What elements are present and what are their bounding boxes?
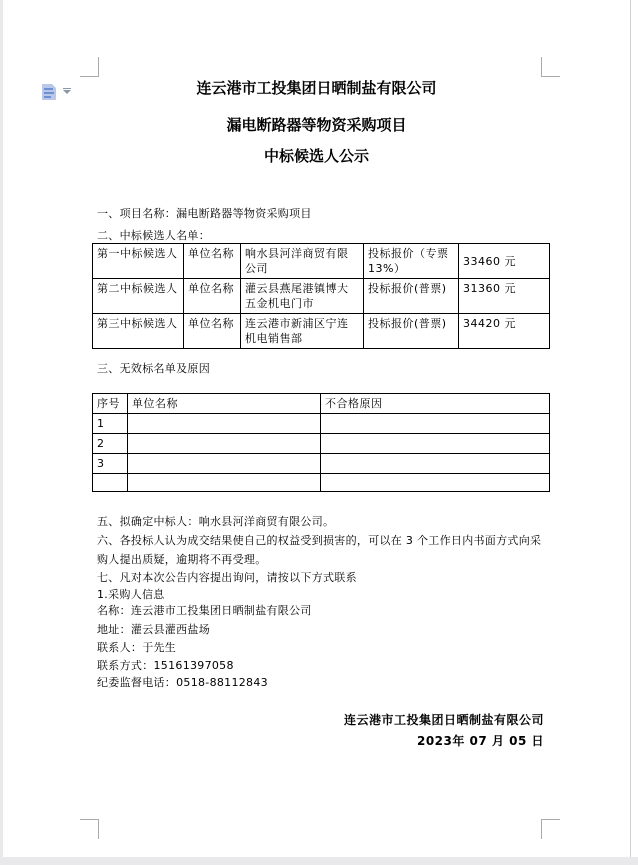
purchaser-name: 名称：连云港市工投集团日晒制盐有限公司: [97, 604, 312, 617]
header-no: 序号: [93, 394, 128, 414]
cell-unit-label: 单位名称: [184, 314, 241, 349]
chevron-down-icon: [63, 90, 71, 94]
chevron-down-icon: [63, 88, 71, 89]
purchaser-heading: 1.采购人信息: [97, 588, 165, 601]
cell-reason: [321, 434, 550, 454]
invalid-bids-table: [92, 393, 550, 492]
invalid-bids-row-1: [93, 414, 550, 434]
header-unit: 单位名称: [128, 394, 321, 414]
invalid-bids-row-3: [93, 454, 550, 474]
cell-no: 2: [93, 434, 128, 454]
purchaser-contact: 联系人：于先生: [97, 641, 177, 654]
purchaser-phone: 联系方式：15161397058: [97, 659, 234, 672]
paste-options-button[interactable]: [42, 83, 74, 101]
cell-rank: 第三中标候选人: [93, 314, 184, 349]
cell-price: 33460 元: [459, 244, 550, 279]
cell-company: 灌云县燕尾港镇博大五金机电门市: [241, 279, 364, 314]
invalid-bids-header-row: [93, 394, 550, 414]
section-7-contact: 七、凡对本次公告内容提出询问，请按以下方式联系: [97, 571, 357, 584]
cell-company: 响水县河洋商贸有限公司: [241, 244, 364, 279]
doc-title-announcement: 中标候选人公示: [263, 147, 369, 165]
cell-no: [93, 474, 128, 492]
cell-price: 31360 元: [459, 279, 550, 314]
section-1-project-name: 一、项目名称：漏电断路器等物资采购项目: [97, 207, 312, 220]
candidates-table-row-2: [93, 279, 550, 314]
doc-title-company: 连云港市工投集团日晒制盐有限公司: [196, 79, 437, 97]
section-5-winner: 五、拟确定中标人：响水县河洋商贸有限公司。: [97, 515, 335, 528]
cell-unit: [128, 454, 321, 474]
candidates-table-row-3: [93, 314, 550, 349]
section-2-heading: 二、中标候选人名单：: [97, 229, 210, 242]
margin-crop-mark-bottom-right: [541, 819, 560, 839]
doc-title-project: 漏电断路器等物资采购项目: [226, 116, 407, 134]
cell-unit-label: 单位名称: [184, 244, 241, 279]
cell-unit: [128, 414, 321, 434]
viewer-bottom-edge: [0, 857, 638, 865]
cell-company: 连云港市新浦区宁连机电销售部: [241, 314, 364, 349]
cell-price-label: 投标报价(普票): [364, 314, 459, 349]
cell-unit-label: 单位名称: [184, 279, 241, 314]
purchaser-address: 地址：灌云县灌西盐场: [97, 623, 210, 636]
header-reason: 不合格原因: [321, 394, 550, 414]
candidates-table: [92, 243, 550, 349]
cell-rank: 第一中标候选人: [93, 244, 184, 279]
paste-options-icon: [42, 84, 56, 100]
margin-crop-mark-top-left: [80, 57, 99, 77]
document-page: [3, 0, 630, 857]
cell-unit: [128, 434, 321, 454]
cell-reason: [321, 454, 550, 474]
cell-reason: [321, 474, 550, 492]
cell-unit: [128, 474, 321, 492]
page-right-edge: [630, 0, 631, 857]
invalid-bids-row-2: [93, 434, 550, 454]
viewer-left-edge: [0, 0, 3, 857]
signature-company: 连云港市工投集团日晒制盐有限公司: [343, 713, 544, 727]
section-6-objection: 六、各投标人认为成交结果使自己的权益受到损害的，可以在 3 个工作日内书面方式向采购人提出质疑，逾期将不再受理。: [97, 534, 542, 566]
purchaser-supervision-phone: 纪委监督电话：0518-88112843: [97, 676, 268, 689]
margin-crop-mark-bottom-left: [80, 819, 99, 839]
candidates-table-row-1: [93, 244, 550, 279]
invalid-bids-row-4: [93, 474, 550, 492]
cell-price: 34420 元: [459, 314, 550, 349]
cell-reason: [321, 414, 550, 434]
cell-rank: 第二中标候选人: [93, 279, 184, 314]
section-3-heading: 三、无效标名单及原因: [97, 362, 210, 375]
cell-price-label: 投标报价(普票): [364, 279, 459, 314]
signature-date: 2023年 07 月 05 日: [416, 734, 544, 748]
cell-no: 1: [93, 414, 128, 434]
margin-crop-mark-top-right: [541, 57, 560, 77]
cell-no: 3: [93, 454, 128, 474]
cell-price-label: 投标报价（专票13%）: [364, 244, 459, 279]
